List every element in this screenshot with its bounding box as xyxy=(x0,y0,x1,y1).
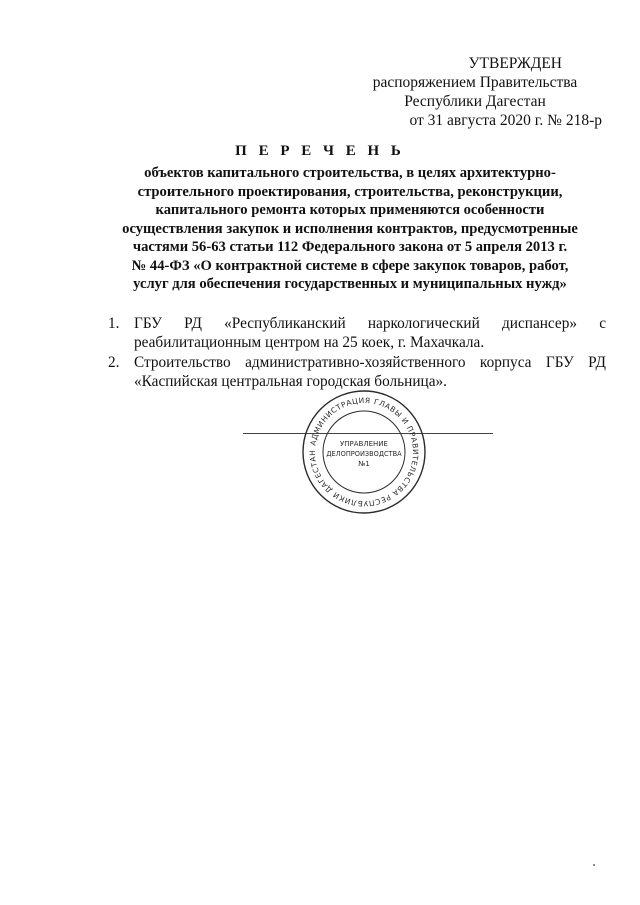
document-title: П Е Р Е Ч Е Н Ь xyxy=(235,143,405,159)
list-item xyxy=(108,354,606,391)
list-item-number: 2. xyxy=(108,354,120,371)
word: РД xyxy=(588,354,606,371)
word: административно-хозяйственного xyxy=(245,354,466,371)
word: Строительство xyxy=(134,354,231,371)
list-item xyxy=(108,315,606,352)
word: диспансер» xyxy=(502,315,577,332)
subtitle-line: № 44-ФЗ «О контрактной системе в сфере закупок товаров, работ, xyxy=(131,257,569,274)
subtitle-line: частями 56-63 статьи 112 Федерального закона от 5 апреля 2013 г. xyxy=(132,239,568,255)
stamp-center-line-3: №1 xyxy=(358,460,370,468)
approval-block xyxy=(360,54,602,130)
subtitle-line: строительного проектирования, строительства, реконструкции, xyxy=(137,183,563,200)
approval-line-2: распоряжением Правительства xyxy=(372,74,578,91)
approval-title: УТВЕРЖДЕН xyxy=(468,55,562,72)
word: ГБУ xyxy=(545,354,574,371)
stamp-ring-text: АДМИНИСТРАЦИЯ ГЛАВЫ И ПРАВИТЕЛЬСТВА РЕСПУБЛИКИ ДАГЕСТАН xyxy=(307,395,421,509)
list-item-line xyxy=(134,354,606,373)
list-item-line: реабилитационным центром на 25 коек, г. Махачкала. xyxy=(134,333,485,351)
approval-line-3: Республики Дагестан xyxy=(404,93,546,110)
objects-list xyxy=(108,315,606,393)
scan-speck xyxy=(593,864,595,866)
document-subtitle xyxy=(112,164,588,294)
stamp-center-line-2: ДЕЛОПРОИЗВОДСТВА xyxy=(326,450,402,458)
subtitle-line: капитального ремонта которых применяются особенности xyxy=(155,202,545,218)
subtitle-line: услуг для обеспечения государственных и муниципальных нужд» xyxy=(133,276,567,292)
subtitle-line: осуществления закупок и исполнения контрактов, предусмотренные xyxy=(122,220,578,237)
subtitle-line: объектов капитального строительства, в целях архитектурно- xyxy=(144,165,556,181)
word: РД xyxy=(184,315,202,332)
word: «Республиканский xyxy=(224,315,346,332)
list-item-number: 1. xyxy=(108,315,120,332)
stamp-center-line-1: УПРАВЛЕНИЕ xyxy=(340,440,388,448)
list-item-line xyxy=(134,315,606,334)
approval-date: от 31 августа 2020 г. № 218-р xyxy=(409,112,602,129)
word: наркологический xyxy=(367,315,480,332)
word: с xyxy=(599,315,606,332)
word: ГБУ xyxy=(134,315,162,332)
word: корпуса xyxy=(479,354,532,371)
official-stamp xyxy=(300,388,428,516)
list-item-line: «Каспийская центральная городская больница». xyxy=(134,372,447,390)
